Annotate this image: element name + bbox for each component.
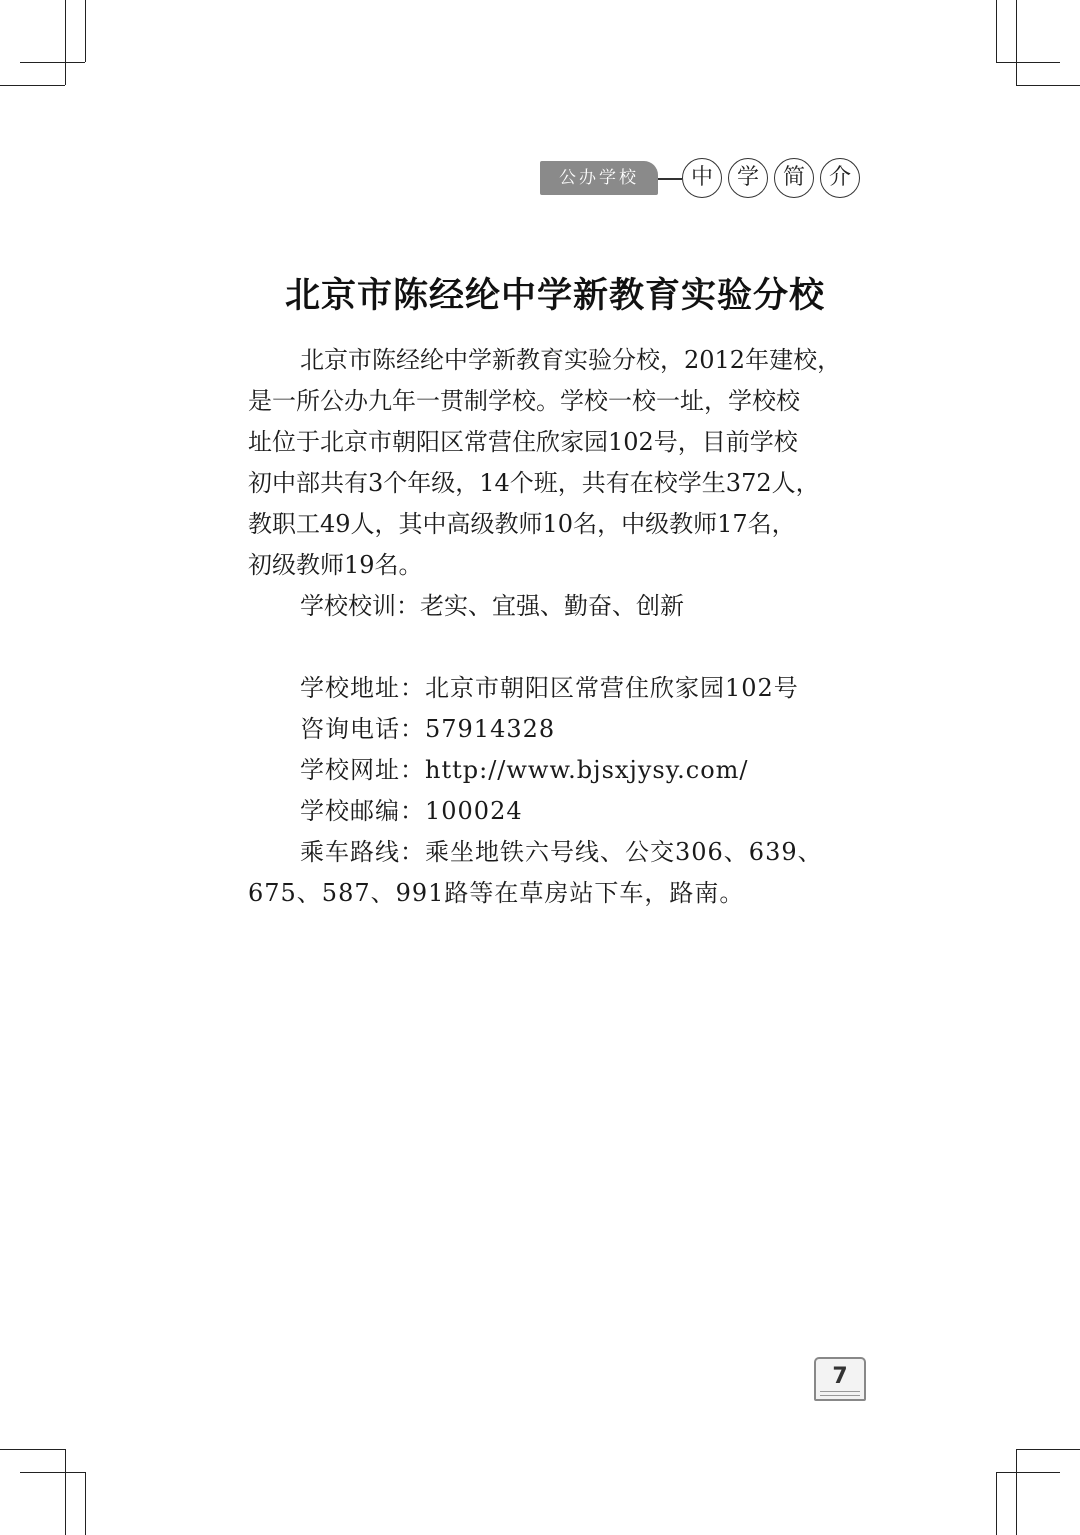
paragraph-line: 初级教师19名。 — [248, 551, 423, 579]
running-header — [540, 158, 860, 198]
page-number: 7 — [814, 1357, 866, 1401]
motto-line: 学校校训：老实、宜强、勤奋、创新 — [300, 592, 684, 620]
website-line: 学校网址：http://www.bjsxjysy.com/ — [300, 756, 749, 784]
address-line: 学校地址：北京市朝阳区常营住欣家园102号 — [300, 674, 799, 702]
contact-info — [248, 668, 868, 914]
section-char: 中 — [682, 158, 722, 198]
intro-paragraph — [248, 340, 868, 586]
paragraph-line: 址位于北京市朝阳区常营住欣家园102号，目前学校 — [248, 428, 798, 456]
school-motto — [248, 586, 868, 627]
category-tab: 公办学校 — [540, 161, 658, 195]
transit-line: 乘车路线：乘坐地铁六号线、公交306、639、 — [300, 838, 823, 866]
section-char: 简 — [774, 158, 814, 198]
paragraph-line: 是一所公办九年一贯制学校。学校一校一址，学校校 — [248, 387, 800, 415]
section-char: 介 — [820, 158, 860, 198]
section-char: 学 — [728, 158, 768, 198]
header-connector — [658, 178, 682, 180]
postcode-line: 学校邮编：100024 — [300, 797, 523, 825]
paragraph-line: 北京市陈经纶中学新教育实验分校，2012年建校， — [300, 346, 842, 374]
transit-line: 675、587、991路等在草房站下车，路南。 — [248, 879, 745, 907]
paragraph-line: 初中部共有3个年级，14个班，共有在校学生372人， — [248, 469, 820, 497]
paragraph-line: 教职工49人，其中高级教师10名，中级教师17名， — [248, 510, 796, 538]
page-title: 北京市陈经纶中学新教育实验分校 — [284, 276, 825, 316]
phone-line: 咨询电话：57914328 — [300, 715, 556, 743]
